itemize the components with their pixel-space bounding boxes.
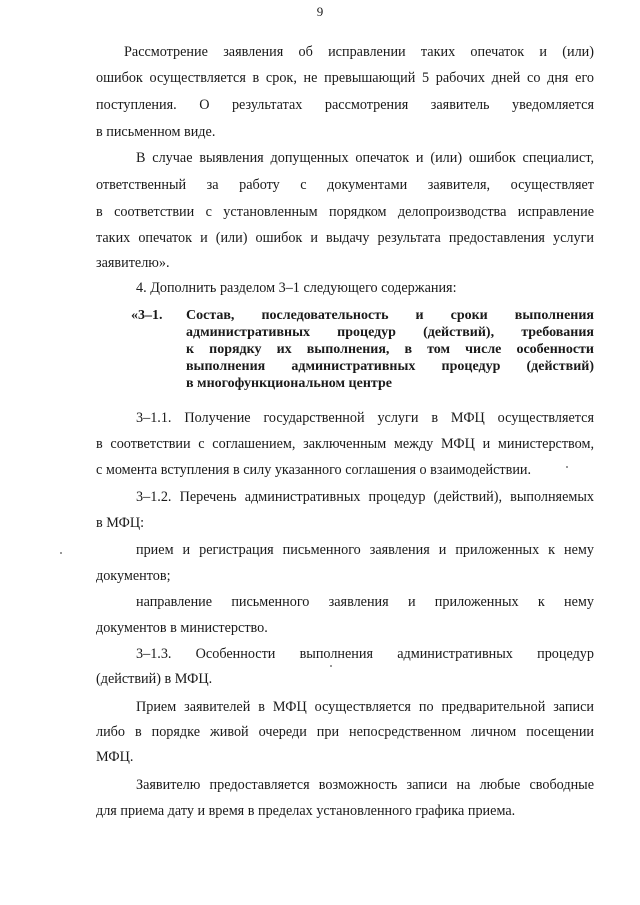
text-line: в письменном виде. bbox=[96, 124, 216, 140]
text-line: с момента вступления в силу указанного соглашения о взаимодействии. bbox=[96, 462, 532, 478]
text-line: таких опечаток и (или) ошибок и выдачу результата предоставления услуги bbox=[96, 230, 594, 246]
section-heading-line: административных процедур (действий), требования bbox=[186, 325, 594, 340]
section-number: «3–1. bbox=[131, 308, 163, 323]
section-heading-line: к порядку их выполнения, в том числе особенности bbox=[186, 342, 594, 357]
scan-speck bbox=[60, 552, 62, 554]
text-line: В случае выявления допущенных опечаток и (или) ошибок специалист, bbox=[136, 150, 594, 166]
text-line: в соответствии с установленным порядком делопроизводства исправление bbox=[96, 204, 594, 220]
text-line: для приема дату и время в пределах установленного графика приема. bbox=[96, 803, 516, 819]
text-line: в соответствии с соглашением, заключенным между МФЦ и министерством, bbox=[96, 436, 594, 452]
text-line: 3–1.1. Получение государственной услуги в МФЦ осуществляется bbox=[136, 410, 594, 426]
text-line: Прием заявителей в МФЦ осуществляется по предварительной записи bbox=[136, 699, 594, 715]
section-heading-line: в многофункциональном центре bbox=[186, 376, 392, 391]
text-line: заявителю». bbox=[96, 255, 170, 271]
page-number: 9 bbox=[316, 4, 324, 19]
scan-speck bbox=[330, 665, 332, 667]
text-line: в МФЦ: bbox=[96, 515, 145, 531]
section-heading-line: выполнения административных процедур (действий) bbox=[186, 359, 594, 374]
text-line: МФЦ. bbox=[96, 749, 134, 765]
text-line: 4. Дополнить разделом 3–1 следующего содержания: bbox=[136, 280, 457, 296]
text-line: направление письменного заявления и приложенных к нему bbox=[136, 594, 594, 610]
text-line: ответственный за работу с документами заявителя, осуществляет bbox=[96, 177, 594, 193]
section-heading-line: Состав, последовательность и сроки выполнения bbox=[186, 308, 594, 323]
text-line: либо в порядке живой очереди при непосредственном личном посещении bbox=[96, 724, 594, 740]
text-line: ошибок осуществляется в срок, не превышающий 5 рабочих дней со дня его bbox=[96, 70, 594, 86]
text-line: поступления. О результатах рассмотрения заявитель уведомляется bbox=[96, 97, 594, 113]
text-line: 3–1.2. Перечень административных процедур (действий), выполняемых bbox=[136, 489, 594, 505]
text-line: документов; bbox=[96, 568, 171, 584]
text-line: прием и регистрация письменного заявления и приложенных к нему bbox=[136, 542, 594, 558]
text-line: (действий) в МФЦ. bbox=[96, 671, 213, 687]
text-line: 3–1.3. Особенности выполнения административных процедур bbox=[136, 646, 594, 662]
text-line: документов в министерство. bbox=[96, 620, 268, 636]
text-line: Рассмотрение заявления об исправлении таких опечаток и (или) bbox=[124, 44, 594, 60]
text-line: Заявителю предоставляется возможность записи на любые свободные bbox=[136, 777, 594, 793]
scan-speck bbox=[566, 466, 568, 468]
